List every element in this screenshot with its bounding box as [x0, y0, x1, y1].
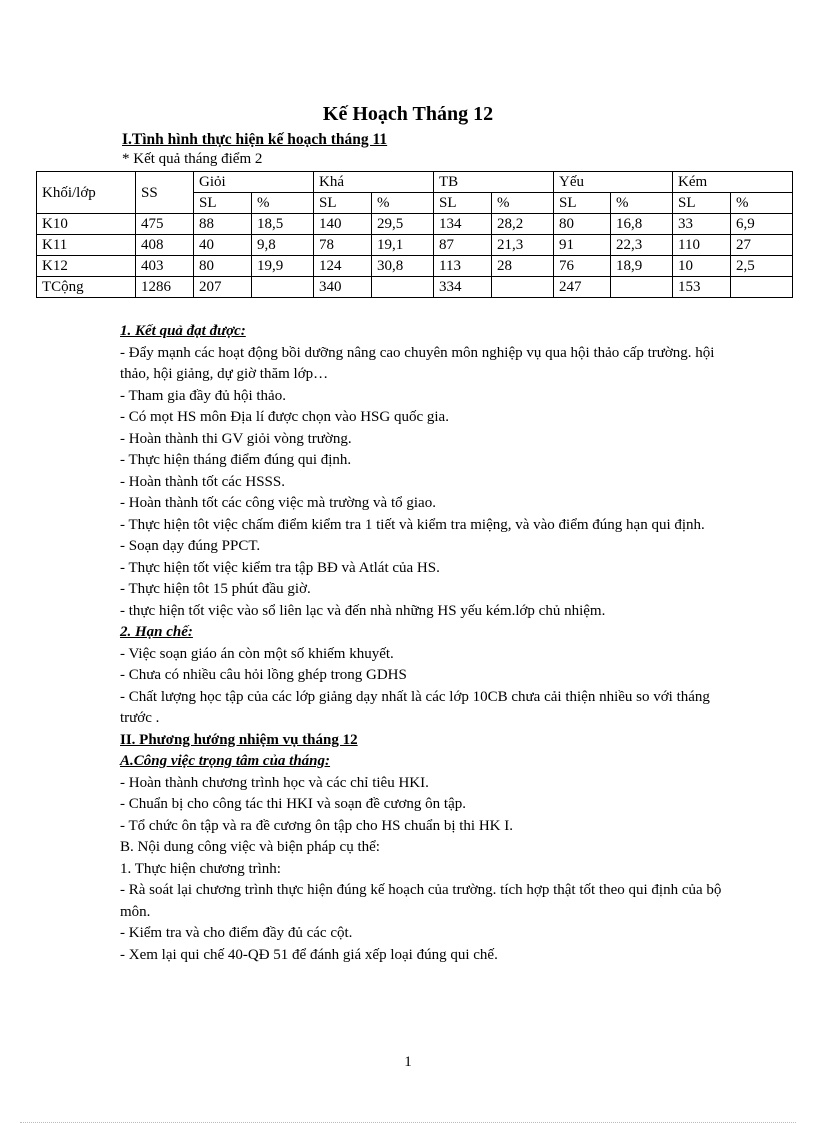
- header-cell: Khối/lớp: [37, 172, 136, 214]
- list-item: - Chưa có nhiều câu hỏi lồng ghép trong GDHS: [120, 667, 407, 683]
- table-cell: 140: [314, 214, 372, 235]
- table-cell: 22,3: [611, 235, 673, 256]
- table-cell: 30,8: [372, 256, 434, 277]
- table-cell: 134: [434, 214, 492, 235]
- limits-list: [120, 644, 740, 730]
- table-cell: 9,8: [252, 235, 314, 256]
- table-cell: [492, 277, 554, 298]
- table-cell: [731, 277, 793, 298]
- list-item: 1. Thực hiện chương trình:: [120, 860, 281, 877]
- list-item: - Chuẩn bị cho công tác thi HKI và soạn đề cương ôn tập.: [120, 796, 466, 812]
- header-cell: Giỏi: [194, 172, 314, 193]
- section1-title: I.Tình hình thực hiện kế hoạch tháng 11: [122, 131, 388, 148]
- table-cell: 247: [554, 277, 611, 298]
- measures-list: [120, 859, 740, 967]
- list-item: - Thực hiện tôt việc chấm điểm kiểm tra 1 tiết và kiểm tra miệng, và vào điểm đúng hạn qui định.: [120, 516, 705, 533]
- subheader-cell: %: [731, 193, 793, 214]
- subheader-cell: %: [372, 193, 434, 214]
- section2-subB-heading: B. Nội dung công việc và biện pháp cụ thể:: [120, 839, 380, 855]
- subheader-cell: SL: [314, 193, 372, 214]
- table-cell: 29,5: [372, 214, 434, 235]
- list-item: - Việc soạn giáo án còn một số khiếm khuyết.: [120, 645, 394, 662]
- table-cell: [611, 277, 673, 298]
- results-list: [120, 343, 740, 623]
- list-item: - Xem lại qui chế 40-QĐ 51 để đánh giá xếp loại đúng qui chế.: [120, 946, 498, 963]
- table-cell: 33: [673, 214, 731, 235]
- table-cell: K12: [37, 256, 136, 277]
- table-cell: 10: [673, 256, 731, 277]
- list-item: - Hoàn thành tốt các công việc mà trường và tổ giao.: [120, 495, 436, 511]
- table-cell: 88: [194, 214, 252, 235]
- section2-subA-heading: A.Công việc trọng tâm của tháng:: [120, 753, 331, 769]
- table-cell: 6,9: [731, 214, 793, 235]
- result-note: * Kết quả tháng điểm 2: [122, 151, 263, 167]
- table-cell: [372, 277, 434, 298]
- table-cell: TCộng: [37, 277, 136, 298]
- subheader-cell: %: [252, 193, 314, 214]
- table-cell: 408: [136, 235, 194, 256]
- subheader-cell: SL: [194, 193, 252, 214]
- table-row: [37, 214, 793, 235]
- table-cell: 91: [554, 235, 611, 256]
- list-item: - Rà soát lại chương trình thực hiện đúng kế hoạch của trường. tích hợp thật tốt theo qui định của bộ môn.: [120, 882, 722, 920]
- header-cell: SS: [136, 172, 194, 214]
- table-cell: 16,8: [611, 214, 673, 235]
- subheader-cell: SL: [673, 193, 731, 214]
- table-cell: 1286: [136, 277, 194, 298]
- list-item: - Chất lượng học tập của các lớp giảng dạy nhất là các lớp 10CB chưa cải thiện nhiều so với tháng trước .: [120, 688, 710, 726]
- limits-heading: 2. Hạn chế:: [120, 624, 193, 640]
- tasks-list: [120, 773, 740, 838]
- table-row: [37, 277, 793, 298]
- section2-title: II. Phương hướng nhiệm vụ tháng 12: [120, 731, 358, 748]
- table-cell: 28: [492, 256, 554, 277]
- table-cell: 80: [194, 256, 252, 277]
- table-cell: 110: [673, 235, 731, 256]
- list-item: - Tham gia đầy đủ hội thảo.: [120, 387, 286, 404]
- table-cell: 340: [314, 277, 372, 298]
- table-cell: 153: [673, 277, 731, 298]
- table-cell: 21,3: [492, 235, 554, 256]
- table-cell: 27: [731, 235, 793, 256]
- table-cell: 113: [434, 256, 492, 277]
- table-cell: 28,2: [492, 214, 554, 235]
- list-item: - Hoàn thành tốt các HSSS.: [120, 473, 285, 490]
- header-cell: TB: [434, 172, 554, 193]
- table-cell: 403: [136, 256, 194, 277]
- table-cell: 80: [554, 214, 611, 235]
- table-cell: K10: [37, 214, 136, 235]
- list-item: - Thực hiện tôt 15 phút đầu giờ.: [120, 581, 311, 597]
- table-header-row: [37, 172, 793, 193]
- results-heading: 1. Kết quả đạt được:: [120, 323, 246, 339]
- subheader-cell: %: [492, 193, 554, 214]
- list-item: - Có mọt HS môn Địa lí được chọn vào HSG quốc gia.: [120, 409, 449, 425]
- list-item: - Soạn dạy đúng PPCT.: [120, 538, 261, 554]
- page-number: 1: [404, 1054, 412, 1070]
- table-cell: 207: [194, 277, 252, 298]
- document-body: [120, 321, 740, 966]
- grades-table: [36, 171, 793, 298]
- list-item: - thực hiện tốt việc vào sổ liên lạc và đến nhà những HS yếu kém.lớp chủ nhiệm.: [120, 602, 606, 619]
- subheader-cell: SL: [434, 193, 492, 214]
- table-cell: 18,5: [252, 214, 314, 235]
- table-cell: 87: [434, 235, 492, 256]
- list-item: - Đẩy mạnh các hoạt động bồi dưỡng nâng cao chuyên môn nghiệp vụ qua hội thảo cấp trường. hội thảo, hội giảng, dự giờ thăm lớp…: [120, 344, 715, 382]
- list-item: - Hoàn thành thi GV giỏi vòng trường.: [120, 430, 352, 447]
- table-cell: [252, 277, 314, 298]
- table-cell: 18,9: [611, 256, 673, 277]
- table-cell: 78: [314, 235, 372, 256]
- table-cell: K11: [37, 235, 136, 256]
- header-cell: Khá: [314, 172, 434, 193]
- page-title: Kế Hoạch Tháng 12: [322, 103, 494, 125]
- table-cell: 475: [136, 214, 194, 235]
- list-item: - Hoàn thành chương trình học và các chỉ tiêu HKI.: [120, 774, 429, 791]
- table-cell: 19,1: [372, 235, 434, 256]
- table-cell: 19,9: [252, 256, 314, 277]
- subheader-cell: SL: [554, 193, 611, 214]
- list-item: - Thực hiện tháng điểm đúng qui định.: [120, 452, 352, 468]
- list-item: - Kiểm tra và cho điểm đầy đủ các cột.: [120, 925, 353, 941]
- table-row: [37, 235, 793, 256]
- table-cell: 76: [554, 256, 611, 277]
- header-cell: Kém: [673, 172, 793, 193]
- table-body: [37, 214, 793, 298]
- table-cell: 40: [194, 235, 252, 256]
- table-cell: 124: [314, 256, 372, 277]
- list-item: - Tổ chức ôn tập và ra đề cương ôn tập cho HS chuẩn bị thi HK I.: [120, 817, 513, 834]
- list-item: - Thực hiện tốt việc kiểm tra tập BĐ và Atlát của HS.: [120, 559, 440, 576]
- header-cell: Yếu: [554, 172, 673, 193]
- table-row: [37, 256, 793, 277]
- subheader-cell: %: [611, 193, 673, 214]
- table-cell: 334: [434, 277, 492, 298]
- table-cell: 2,5: [731, 256, 793, 277]
